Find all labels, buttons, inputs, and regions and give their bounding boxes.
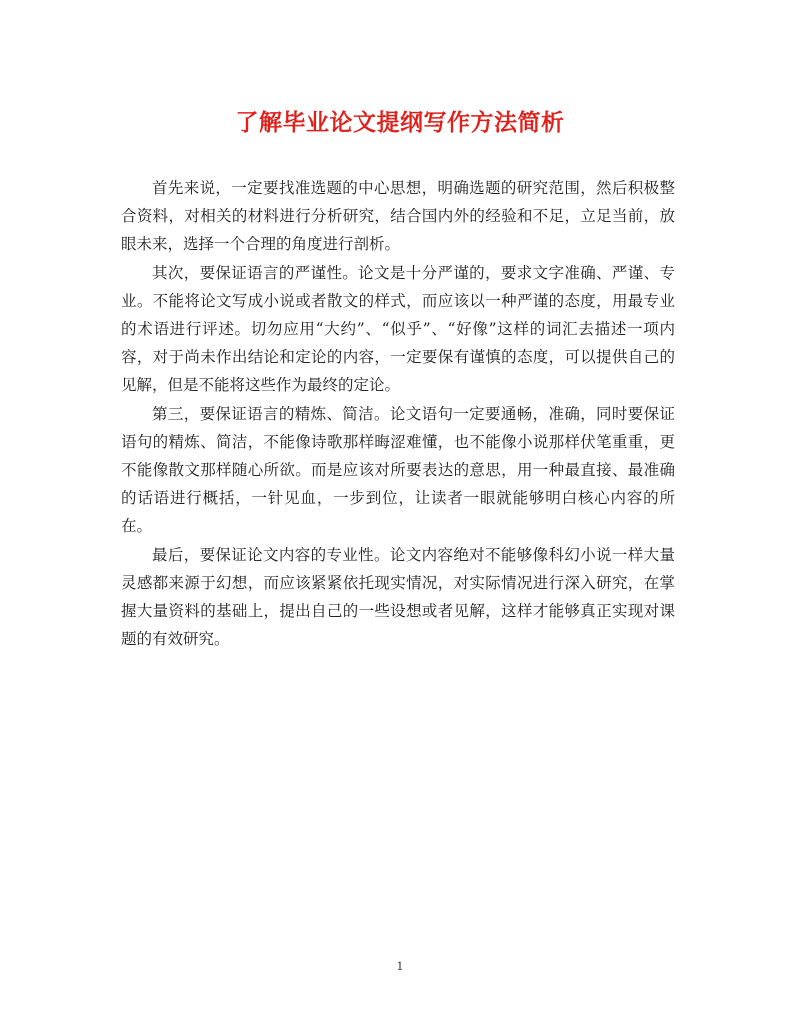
paragraph-1: 首先来说，一定要找准选题的中心思想，明确选题的研究范围，然后积极整合资料，对相关的材料进行分析研究，结合国内外的经验和不足，立足当前，放眼未来，选择一个合理的角度进行剖析。 <box>121 179 675 254</box>
paragraph-3: 第三，要保证语言的精炼、简洁。论文语句一定要通畅，准确，同时要保证语句的精炼、简洁，不能像诗歌那样晦涩难懂，也不能像小说那样伏笔重重，更不能像散文那样随心所欲。而是应该对所要表达的意思，用一种最直接、最准确的话语进行概括，一针见血，一步到位，让读者一眼就能够明白核心内容的所在。 <box>121 404 675 536</box>
document-body <box>121 174 675 653</box>
paragraph-4: 最后，要保证论文内容的专业性。论文内容绝对不能够像科幻小说一样大量灵感都来源于幻想，而应该紧紧依托现实情况，对实际情况进行深入研究，在掌握大量资料的基础上，提出自己的一些设想或者见解，这样才能够真正实现对课题的有效研究。 <box>121 545 675 649</box>
page-number: 1 <box>396 960 404 973</box>
paragraph-2: 其次，要保证语言的严谨性。论文是十分严谨的，要求文字准确、严谨、专业。不能将论文写成小说或者散文的样式，而应该以一种严谨的态度，用最专业的术语进行评述。切勿应用“大约”、“似乎”、“好像”这样的词汇去描述一项内容，对于尚未作出结论和定论的内容，一定要保有谨慎的态度，可以提供自己的见解，但是不能将这些作为最终的定论。 <box>121 263 675 395</box>
document-title: 了解毕业论文提纲写作方法简析 <box>235 109 565 136</box>
